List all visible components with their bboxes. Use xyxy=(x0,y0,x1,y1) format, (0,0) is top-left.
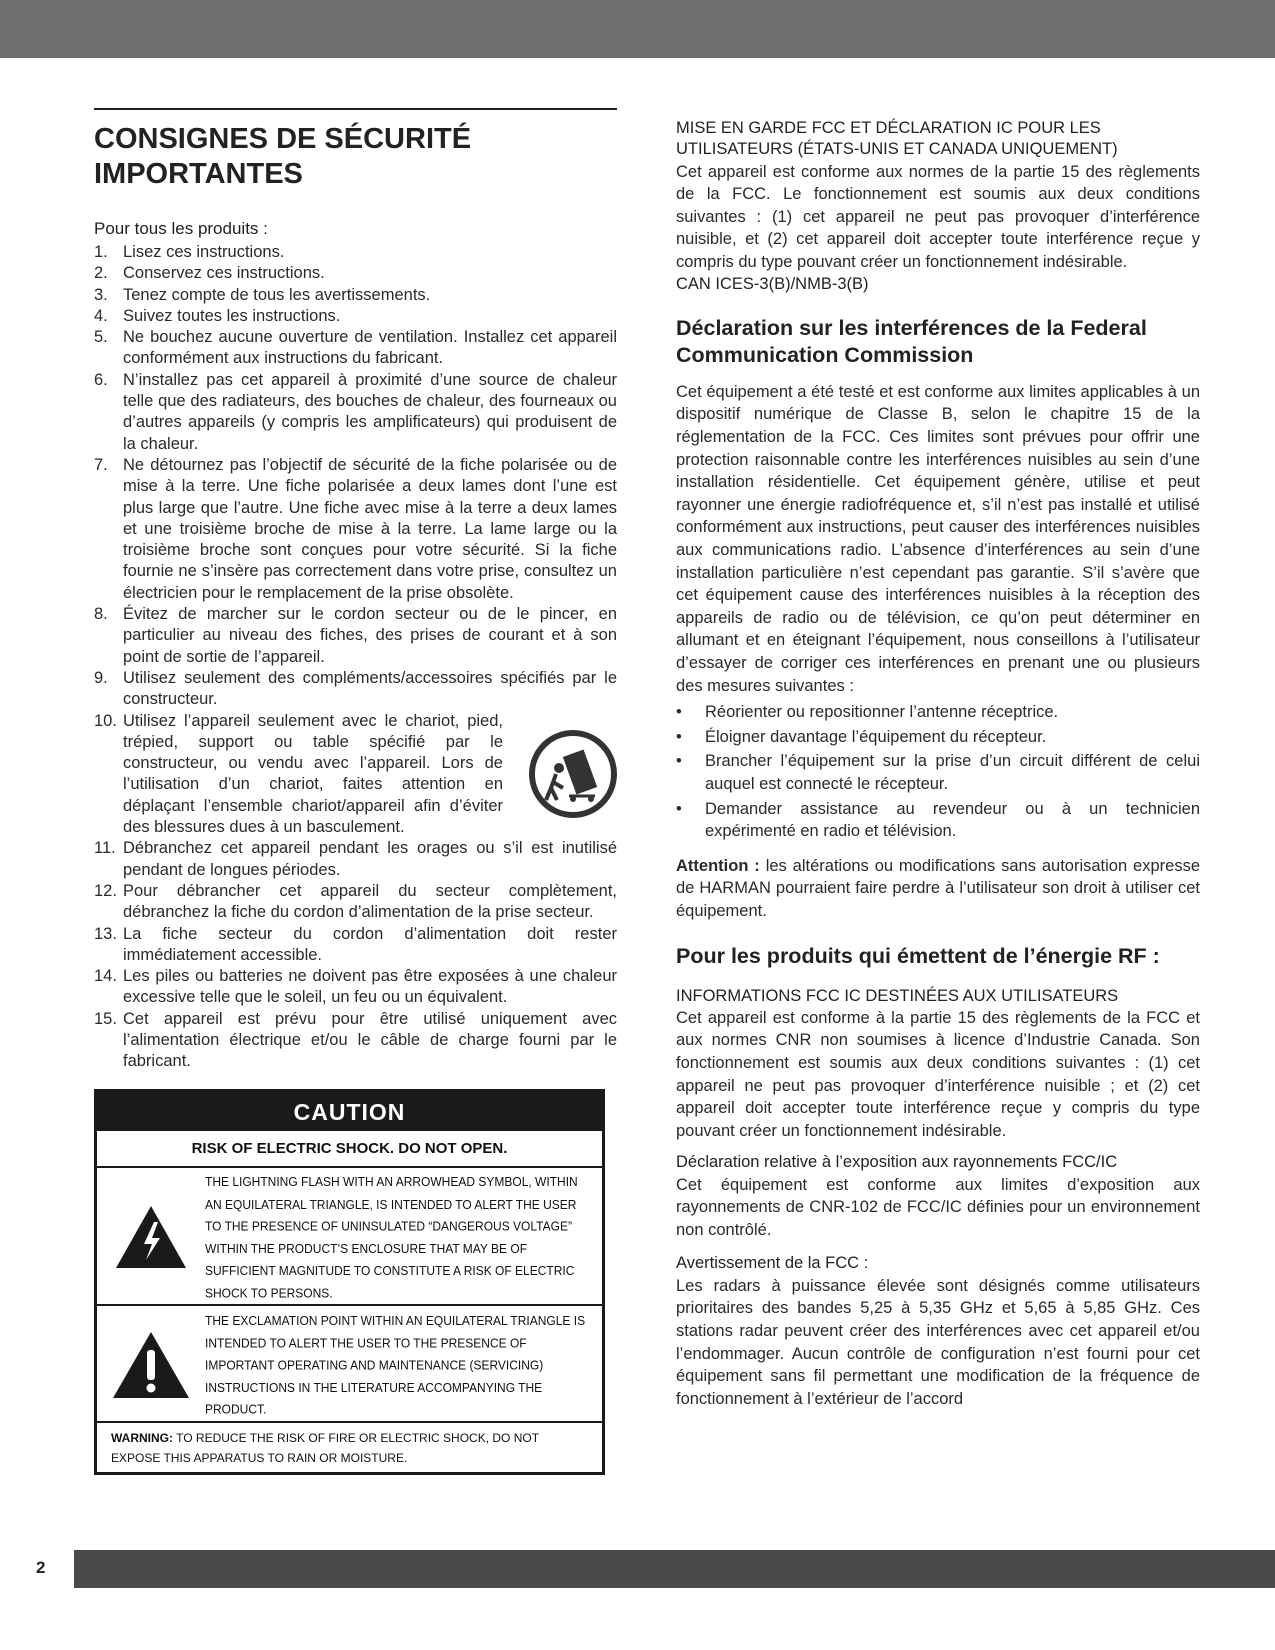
list-item: 6. N’installez pas cet appareil à proximité d’une source de chaleur telle que des radiateurs, des bouches de chaleur, des fourneaux ou d’autres appareils (y compris les amplificateurs) qui produisent de la chaleur. xyxy=(94,370,617,453)
footer-bar xyxy=(74,1550,1275,1588)
fcc-text: Cet appareil est conforme aux normes de la partie 15 des règlements de la FCC. Le fonctionnement est soumis aux deux conditions suivantes : (1) cet appareil ne peut pas provoquer d’interférence nuisible, et (2) cet appareil doit accepter toute interférence reçue y compris du type pouvant créer un fonctionnement indésirable. xyxy=(676,162,1200,271)
info-text: Cet appareil est conforme à la partie 15 des règlements de la FCC et aux normes CNR non soumises à licence d’Industrie Canada. Son fonctionnement est soumis aux deux conditions suivantes : (1) cet appareil ne peut pas provoquer d’interférence nuisible ; et (2) cet appareil doit accepter toute interférence reçue y compris du type pouvant créer un fonctionnement indésirable. xyxy=(676,1008,1200,1140)
list-item: 4. Suivez toutes les instructions. xyxy=(94,306,341,325)
exclamation-description: THE EXCLAMATION POINT WITHIN AN EQUILATERAL TRIANGLE IS INTENDED TO ALERT THE USER TO THE PRESENCE OF IMPORTANT OPERATING AND MAINTENANCE (SERVICING) INSTRUCTIONS IN THE LITERATURE ACCOMPANYING THE PRODUCT. xyxy=(205,1312,586,1417)
lightning-description: THE LIGHTNING FLASH WITH AN ARROWHEAD SYMBOL, WITHIN AN EQUILATERAL TRIANGLE, IS INTENDED TO ALERT THE USER TO THE PRESENCE OF UNINSULATED “DANGEROUS VOLTAGE” WITHIN THE PRODUCT’S ENCLOSURE THAT MAY BE OF SUFFICIENT MAGNITUDE TO CONSTITUTE A RISK OF ELECTRIC SHOCK TO PERSONS. xyxy=(205,1173,578,1300)
fcc-warning-text: Les radars à puissance élevée sont désignés comme utilisateurs prioritaires des bandes 5,25 à 5,35 GHz et 5,65 à 5,85 GHz. Ces stations radar peuvent créer des interférences avec cet appareil et/ou l’endommager. Aucun contrôle de configuration n’est fourni pour cet équipement sans fil permettant une modification de la fréquence de fonctionnement à l’extérieur de l’accord xyxy=(676,1276,1200,1408)
list-item: 12. Pour débrancher cet appareil du secteur complètement, débranchez la fiche du cordon d’alimentation de la prise secteur. xyxy=(94,881,617,922)
products-intro: Pour tous les produits : xyxy=(94,219,268,238)
list-item: 14. Les piles ou batteries ne doivent pas être exposées à une chaleur excessive telle que le soleil, un feu ou un équivalent. xyxy=(94,967,617,1007)
list-item: 5. Ne bouchez aucune ouverture de ventilation. Installez cet appareil conformément aux instructions du fabricant. xyxy=(94,328,617,368)
exposure-text: Cet équipement est conforme aux limites d’exposition aux rayonnements de CNR-102 de FCC/IC définies pour un environnement non contrôlé. xyxy=(676,1175,1200,1239)
attention-note: Attention : les altérations ou modifications sans autorisation expresse de HARMAN pourraient faire perdre à l’utilisateur son droit à utiliser cet équipement. xyxy=(676,856,1201,920)
page-number: 2 xyxy=(36,1558,46,1577)
right-column xyxy=(676,118,1200,1410)
exclamation-warning-icon xyxy=(97,1330,205,1400)
exposure-heading: Déclaration relative à l’exposition aux rayonnements FCC/IC xyxy=(676,1153,1118,1172)
list-item: • Demander assistance au revendeur ou à un technicien expérimenté en radio et télévision. xyxy=(676,799,1200,841)
page-title: CONSIGNES DE SÉCURITÉ IMPORTANTES xyxy=(94,123,472,190)
list-item: 1. Lisez ces instructions. xyxy=(94,243,285,261)
caution-subheader: RISK OF ELECTRIC SHOCK. DO NOT OPEN. xyxy=(97,1131,602,1168)
caution-header: CAUTION xyxy=(97,1092,602,1131)
caution-box xyxy=(94,1089,605,1476)
interference-text: Cet équipement a été testé et est conforme aux limites applicables à un dispositif numérique de Classe B, selon le chapitre 15 de la réglementation de la FCC. Ces limites sont prévues pour offrir une protection raisonnable contre les interférences nuisibles au sein d’une installation résidentielle. Cet équipement génère, utilise et peut rayonner une énergie radiofréquence et, s’il n’est pas installé et utilisé conformément aux instructions, peut causer des interférences nuisibles aux communications radio. L’absence d’interférences au sein d’une installation particulière n’est cependant pas garantie. S’il s’avère que cet équipement cause des interférences nuisibles à la réception des appareils de radio ou de télévision, ce qu’on peut déterminer en allumant et en éteignant l’équipement, nous conseillons à l’utilisateur d’essayer de corriger ces interférences en prenant une ou plusieurs des mesures suivantes : xyxy=(676,382,1200,695)
interference-heading: Déclaration sur les interférences de la Federal Communication Commission xyxy=(676,315,1147,367)
can-ices-label: CAN ICES-3(B)/NMB-3(B) xyxy=(676,274,869,293)
list-item: 9. Utilisez seulement des compléments/accessoires spécifiés par le constructeur. xyxy=(94,668,617,709)
list-item: • Brancher l’équipement sur la prise d’un circuit différent de celui auquel est connecté le récepteur. xyxy=(676,752,1200,793)
list-item: 15. Cet appareil est prévu pour être utilisé uniquement avec l’alimentation électrique et/ou le câble de charge fourni par le fabricant. xyxy=(94,1009,617,1071)
measures-list xyxy=(676,701,1200,843)
lightning-row xyxy=(97,1168,602,1306)
list-item: 13. La fiche secteur du cordon d’alimentation doit rester immédiatement accessible. xyxy=(94,924,617,964)
lightning-warning-icon xyxy=(97,1204,205,1270)
safety-instructions-list xyxy=(94,242,617,1073)
list-item: 8. Évitez de marcher sur le cordon secteur ou de le pincer, en particulier au niveau des fiches, des prises de courant et à son point de sortie de l’appareil. xyxy=(94,605,617,666)
info-heading: INFORMATIONS FCC IC DESTINÉES AUX UTILISATEURS xyxy=(676,986,1119,1005)
caution-warning: WARNING: TO REDUCE THE RISK OF FIRE OR ELECTRIC SHOCK, DO NOT EXPOSE THIS APPARATUS TO RAIN OR MOISTURE. xyxy=(111,1431,539,1466)
list-item: 7. Ne détournez pas l’objectif de sécurité de la fiche polarisée ou de mise à la terre. Une fiche polarisée a deux lames dont l’une est plus large que l’autre. Une fiche avec mise à la terre a deux lames et une troisième broche de mise à la terre. La lame large ou la troisième broche sont conçues pour votre sécurité. Si la fiche fournie ne s’insère pas correctement dans votre prise, consultez un électricien pour le remplacement de la prise obsolète. xyxy=(94,455,617,602)
left-column xyxy=(94,108,617,1475)
list-item: • Éloigner davantage l’équipement du récepteur. xyxy=(676,727,1047,746)
list-item-cart: 10. Utilisez l’appareil seulement avec le chariot, pied, trépied, support ou table spécifié par le constructeur, ou vendu avec l’appareil. Lors de l’utilisation d’un chariot, faites attention en déplaçant l’ensemble chariot/appareil afin d’éviter des blessures dues à un basculement. xyxy=(94,711,617,839)
list-item: • Réorienter ou repositionner l’antenne réceptrice. xyxy=(676,703,1059,722)
exclamation-row xyxy=(97,1306,602,1424)
cart-warning-icon xyxy=(517,730,617,818)
title-rule xyxy=(94,108,617,110)
fcc-heading: MISE EN GARDE FCC ET DÉCLARATION IC POUR LES UTILISATEURS (ÉTATS-UNIS ET CANADA UNIQUEMENT) xyxy=(676,119,1118,159)
list-item: 11. Débranchez cet appareil pendant les orages ou s’il est inutilisé pendant de longues périodes. xyxy=(94,839,617,879)
header-bar xyxy=(0,0,1275,58)
list-item: 3. Tenez compte de tous les avertissements. xyxy=(94,285,431,304)
fcc-warning-heading: Avertissement de la FCC : xyxy=(676,1254,869,1273)
rf-heading: Pour les produits qui émettent de l’énergie RF : xyxy=(676,943,1160,968)
list-item: 2. Conservez ces instructions. xyxy=(94,264,325,283)
